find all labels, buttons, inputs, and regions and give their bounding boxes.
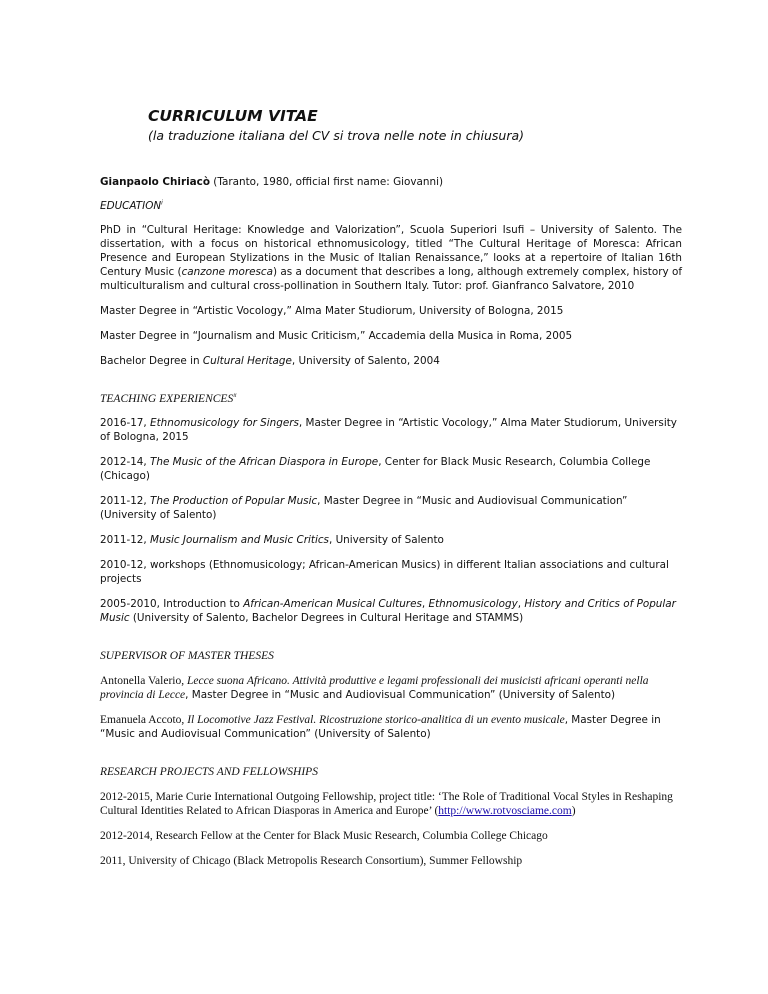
teaching-6-sep-2: , [517,598,525,610]
supervisor-2-student: Emanuela Accoto, [100,714,188,726]
teaching-1-course: Ethnomusicology for Singers [150,417,299,429]
bachelor-text: Bachelor Degree in [100,355,203,367]
education-master-vocology: Master Degree in “Artistic Vocology,” Alma Mater Studiorum, University of Bologna, 2015 [100,305,564,317]
supervisor-2-thesis: Il Locomotive Jazz Festival. Ricostruzione storico-analitica di un evento musicale [187,714,565,726]
teaching-item [100,597,682,625]
teaching-2-details: , Center for Black Music Research, Columbia College (Chicago) [100,456,651,482]
document-subtitle: (la traduzione italiana del CV si trova nelle note in chiusura) [148,128,525,143]
education-heading-text: EDUCATION [100,200,162,212]
education-heading [100,199,682,213]
phd-text-end: ) as a document that describes a long, although extremely complex, history of multiculturalism and cultural cross-pollination in Southern Italy. Tutor: prof. Gianfranco Salvatore, 2010 [100,266,682,292]
title-block [148,106,524,144]
education-note-mark[interactable]: i [161,199,163,207]
research-1-close: ) [571,805,576,817]
document-body [100,175,682,868]
person-name: Gianpaolo Chiriacò [100,176,210,188]
teaching-2-course: The Music of the African Diaspora in Europe [150,456,379,468]
teaching-heading-text: TEACHING EXPERIENCES [100,393,234,405]
supervisor-1-details: , Master Degree in “Music and Audiovisual Communication” (University of Salento) [185,689,616,701]
teaching-note-mark[interactable]: ii [233,393,237,400]
teaching-4-course: Music Journalism and Music Critics [150,534,329,546]
phd-italic: canzone moresca [181,266,274,278]
teaching-item [100,455,682,483]
teaching-6-course-c: History and Critics of Popular Music [100,598,676,624]
education-bachelor [100,354,682,368]
research-item: 2011, University of Chicago (Black Metropolis Research Consortium), Summer Fellowship [100,855,523,867]
bachelor-text-end: , University of Salento, 2004 [291,355,440,367]
person-line [100,175,682,189]
document-title: CURRICULUM VITAE [148,107,318,125]
teaching-6-sep-1: , [421,598,429,610]
teaching-item [100,416,682,444]
teaching-3-year: 2011-12, [100,495,151,507]
supervisor-item [100,713,682,741]
teaching-4-year: 2011-12, [100,534,151,546]
teaching-6-year: 2005-2010, Introduction to [100,598,244,610]
teaching-item-workshops: 2010-12, workshops (Ethnomusicology; African-American Musics) in different Italian associations and cultural projects [100,559,669,585]
research-item: 2012-2014, Research Fellow at the Center for Black Music Research, Columbia College Chicago [100,830,548,842]
phd-text: PhD in “Cultural Heritage: Knowledge and Valorization”, Scuola Superiori Isufi – University of Salento. The dissertation, with a focus on historical ethnomusicology, titled “The Cultural Heritage of Moresca: African Presence and European Stylizations in the Music of Italian Renaissance,” looks at a repertoire of Italian 16th Century Music ( [100,224,682,278]
teaching-item [100,533,682,547]
supervisor-1-student: Antonella Valerio, [100,675,187,687]
education-phd [100,223,682,293]
research-item [100,790,682,818]
teaching-6-details: (University of Salento, Bachelor Degrees in Cultural Heritage and STAMMS) [129,612,524,624]
teaching-2-year: 2012-14, [100,456,151,468]
teaching-6-course-a: African-American Musical Cultures [243,598,422,610]
teaching-item [100,494,682,522]
teaching-1-year: 2016-17, [100,417,151,429]
supervisor-item [100,674,682,702]
teaching-6-course-b: Ethnomusicology [428,598,518,610]
supervisor-2-details: , Master Degree in “Music and Audiovisual Communication” (University of Salento) [100,714,661,740]
teaching-1-details: , Master Degree in “Artistic Vocology,” Alma Mater Studiorum, University of Bologna, 2015 [100,417,677,443]
research-heading: RESEARCH PROJECTS AND FELLOWSHIPS [100,766,318,778]
supervisor-1-thesis: Lecce suona Africano. Attività produttive e legami professionali dei musicisti africani operanti nella provincia di Lecce [100,675,649,701]
teaching-4-details: , University of Salento [328,534,444,546]
teaching-3-details: , Master Degree in “Music and Audiovisual Communication” (University of Salento) [100,495,628,521]
bachelor-italic: Cultural Heritage [202,355,292,367]
supervisor-heading: SUPERVISOR OF MASTER THESES [100,650,274,662]
person-details: (Taranto, 1980, official first name: Giovanni) [210,176,444,188]
teaching-3-course: The Production of Popular Music [150,495,318,507]
research-1-text: 2012-2015, Marie Curie International Outgoing Fellowship, project title: ‘The Role of Traditional Vocal Styles in Reshaping Cultural Identities Related to African Diasporas in America and Europe’ ( [100,791,673,817]
teaching-heading [100,392,682,406]
research-1-link[interactable]: http://www.rotvosciame.com [438,805,572,817]
education-master-journalism: Master Degree in “Journalism and Music Criticism,” Accademia della Musica in Roma, 2005 [100,330,573,342]
